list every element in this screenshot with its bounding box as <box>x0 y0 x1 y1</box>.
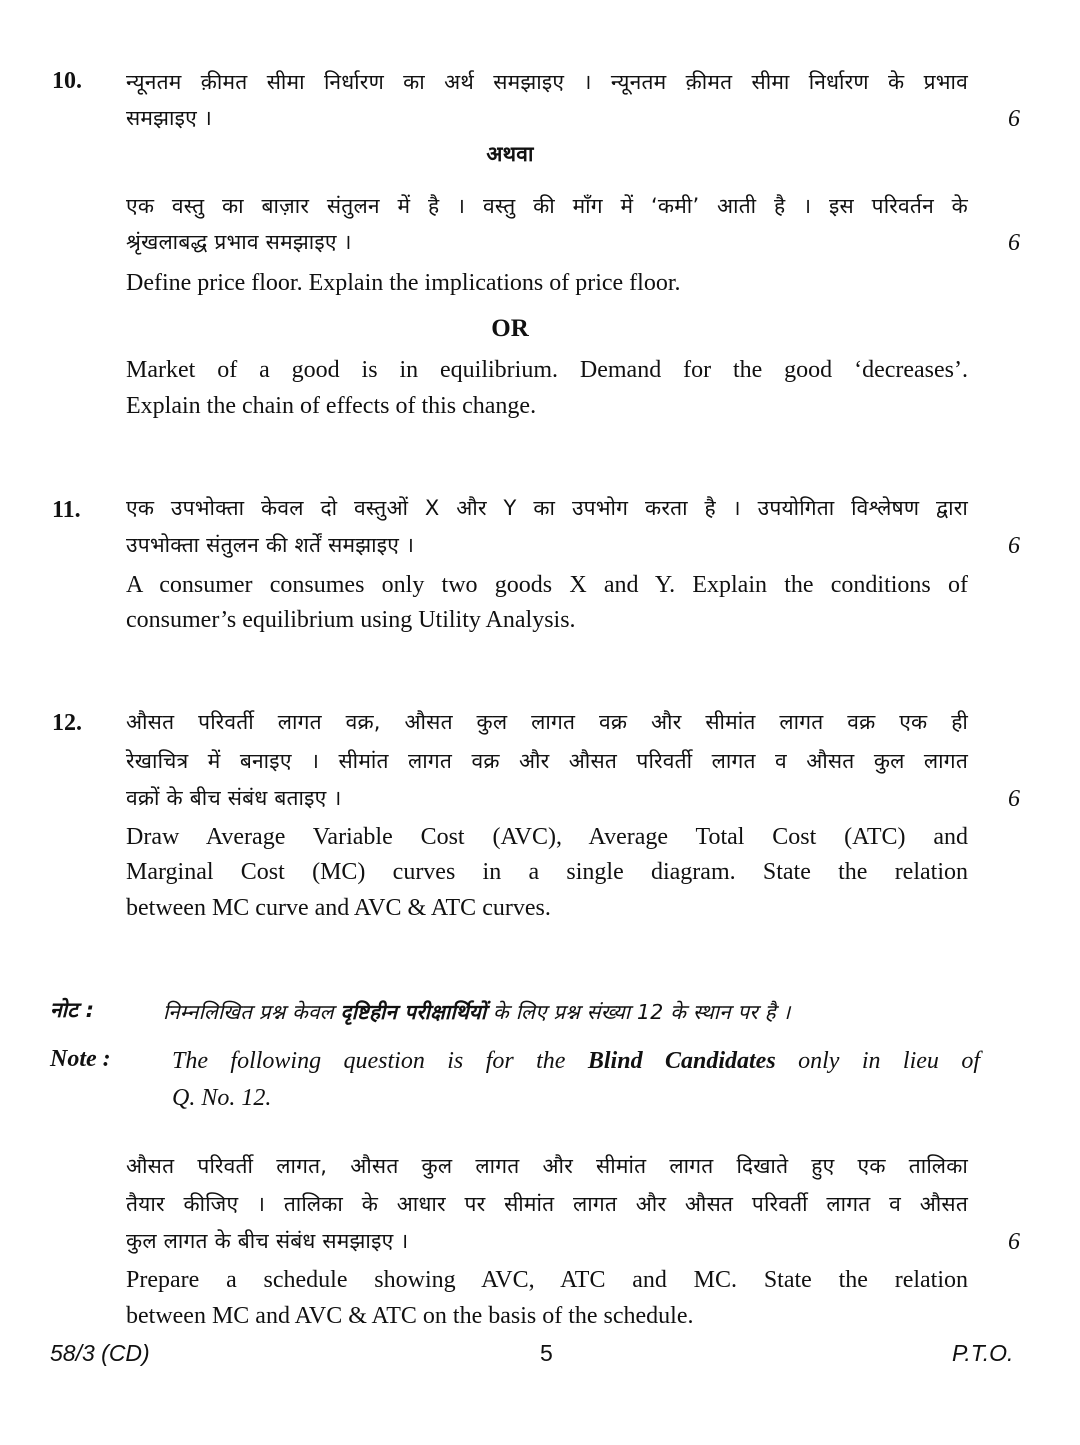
marks: 6 <box>1008 533 1020 559</box>
note-text: The following question is for the <box>172 1048 588 1074</box>
marks: 6 <box>1008 106 1020 132</box>
question-text-hindi: रेखाचित्र में बनाइए । सीमांत लागत वक्र और औसत परिवर्ती लागत व औसत कुल लागत <box>126 749 968 773</box>
or-separator-hindi: अथवा <box>486 142 534 166</box>
question-number: 10. <box>52 68 82 94</box>
please-turn-over: P.T.O. <box>952 1340 1014 1366</box>
question-text-hindi: समझाइए । <box>126 106 213 130</box>
question-text-english: consumer’s equilibrium using Utility Analysis. <box>126 607 576 633</box>
question-text-hindi: तैयार कीजिए । तालिका के आधार पर सीमांत लागत और औसत परिवर्ती लागत व औसत <box>126 1192 968 1216</box>
note-label-hindi: नोट : <box>50 998 95 1022</box>
note-emphasis: Blind Candidates <box>587 1048 776 1074</box>
question-text-english: Marginal Cost (MC) curves in a single diagram. State the relation <box>126 859 968 885</box>
question-text-english: Define price floor. Explain the implications of price floor. <box>126 270 681 296</box>
question-text-hindi: एक उपभोक्ता केवल दो वस्तुओं X और Y का उपभोग करता है । उपयोगिता विश्लेषण द्वारा <box>126 496 968 520</box>
paper-code: 58/3 (CD) <box>50 1340 150 1366</box>
alt-question-text-english: Market of a good is in equilibrium. Demand for the good ‘decreases’. <box>126 357 968 383</box>
question-text-hindi: कुल लागत के बीच संबंध समझाइए । <box>126 1229 409 1253</box>
question-text-english: Draw Average Variable Cost (AVC), Average Total Cost (ATC) and <box>126 824 968 850</box>
question-number: 11. <box>52 497 81 523</box>
marks: 6 <box>1008 230 1020 256</box>
question-text-hindi: औसत परिवर्ती लागत वक्र, औसत कुल लागत वक्र और सीमांत लागत वक्र एक ही <box>126 710 968 734</box>
question-text-english: between MC and AVC & ATC on the basis of the schedule. <box>126 1303 694 1329</box>
alt-question-text-hindi: एक वस्तु का बाज़ार संतुलन में है । वस्तु की माँग में ‘कमी’ आती है । इस परिवर्तन के <box>126 194 968 218</box>
question-text-english: A consumer consumes only two goods X and Y. Explain the conditions of <box>126 572 968 598</box>
question-text-hindi: औसत परिवर्ती लागत, औसत कुल लागत और सीमांत लागत दिखाते हुए एक तालिका <box>126 1154 968 1178</box>
alt-question-text-english: Explain the chain of effects of this change. <box>126 393 537 419</box>
question-text-english: Prepare a schedule showing AVC, ATC and MC. State the relation <box>126 1267 968 1293</box>
note-emphasis: दृष्टिहीन परीक्षार्थियों <box>340 1000 487 1024</box>
note-label-english: Note : <box>50 1046 111 1072</box>
note-text-english: Q. No. 12. <box>172 1085 272 1111</box>
marks: 6 <box>1008 786 1020 812</box>
note-text: only in lieu of <box>775 1048 980 1074</box>
or-separator-english: OR <box>491 315 529 342</box>
question-text-hindi: वक्रों के बीच संबंध बताइए । <box>126 786 342 810</box>
question-text-english: between MC curve and AVC & ATC curves. <box>126 895 551 921</box>
note-text: के लिए प्रश्न संख्या 12 के स्थान पर है । <box>486 1000 791 1024</box>
question-text-hindi: उपभोक्ता संतुलन की शर्तें समझाइए । <box>126 533 415 557</box>
question-text-hindi: न्यूनतम क़ीमत सीमा निर्धारण का अर्थ समझाइए । न्यूनतम क़ीमत सीमा निर्धारण के प्रभाव <box>126 70 968 94</box>
note-text: निम्नलिखित प्रश्न केवल <box>163 1000 341 1024</box>
question-number: 12. <box>52 710 82 736</box>
page-number: 5 <box>540 1340 553 1366</box>
note-text-english <box>172 1043 980 1079</box>
marks: 6 <box>1008 1229 1020 1255</box>
alt-question-text-hindi: श्रृंखलाबद्ध प्रभाव समझाइए । <box>126 230 352 254</box>
note-text-hindi <box>163 994 978 1030</box>
